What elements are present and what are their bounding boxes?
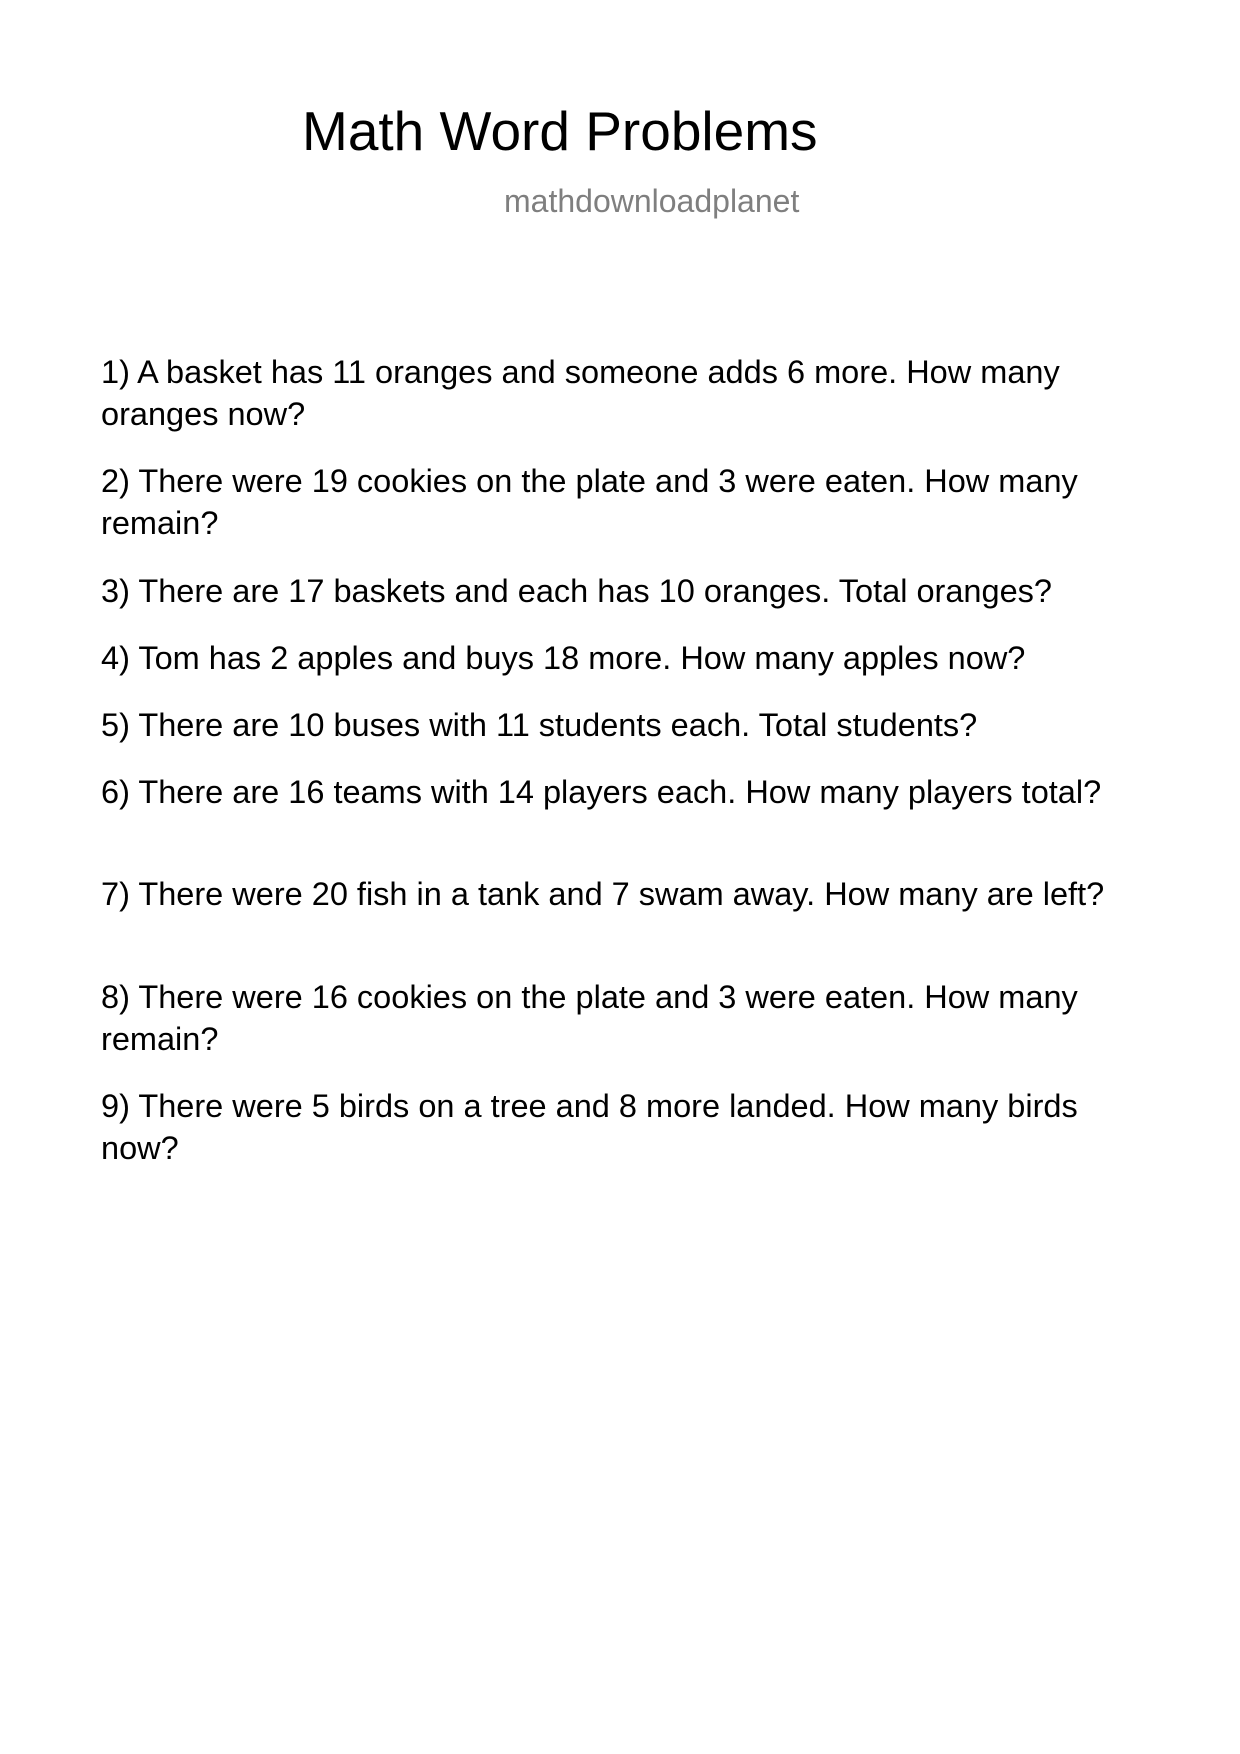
problem-item: 6) There are 16 teams with 14 players each. How many players total? <box>101 774 1102 810</box>
problem-item: 8) There were 16 cookies on the plate and 3 were eaten. How many remain? <box>101 979 1078 1057</box>
page-subtitle: mathdownloadplanet <box>504 183 800 219</box>
problem-item: 9) There were 5 birds on a tree and 8 more landed. How many birds now? <box>101 1088 1078 1166</box>
problem-item: 1) A basket has 11 oranges and someone adds 6 more. How many oranges now? <box>101 354 1060 432</box>
problem-item: 3) There are 17 baskets and each has 10 oranges. Total oranges? <box>101 573 1052 609</box>
page-title: Math Word Problems <box>302 100 818 162</box>
problem-item: 2) There were 19 cookies on the plate and 3 were eaten. How many remain? <box>101 463 1078 541</box>
problem-item: 5) There are 10 buses with 11 students each. Total students? <box>101 707 978 743</box>
problem-item: 4) Tom has 2 apples and buys 18 more. How many apples now? <box>101 640 1026 676</box>
problem-item: 7) There were 20 fish in a tank and 7 swam away. How many are left? <box>101 876 1105 912</box>
